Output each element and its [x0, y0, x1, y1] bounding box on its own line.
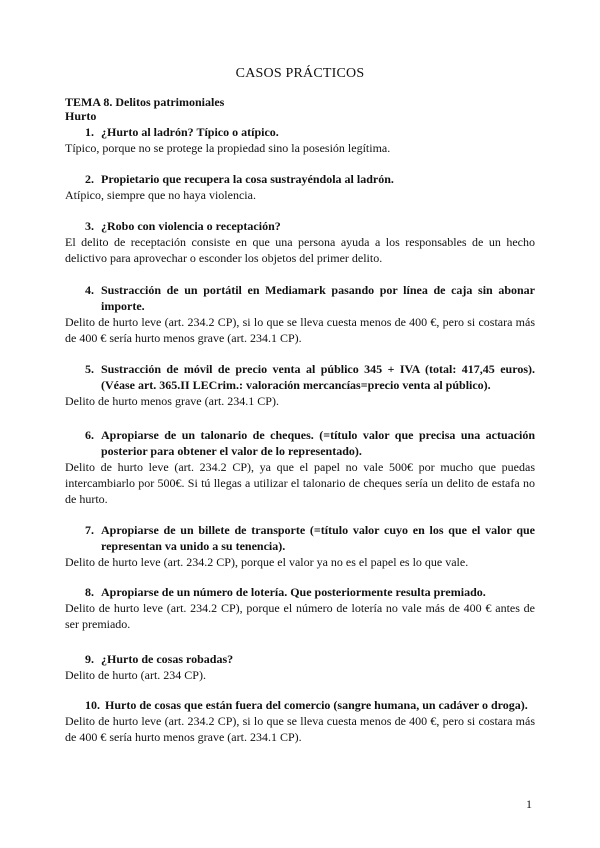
case-question-text: Apropiarse de un número de lotería. Que posteriormente resulta premiado.: [101, 585, 486, 599]
case-question: [85, 218, 535, 234]
case-number: 5.: [85, 362, 94, 376]
case-question: [85, 522, 535, 554]
case-number: 1.: [85, 125, 94, 139]
topic-heading: TEMA 8. Delitos patrimoniales: [65, 95, 225, 109]
case-question-text: Apropiarse de un billete de transporte (=título valor cuyo en los que el valor que representan va unido a su tenencia).: [101, 523, 535, 553]
case-answer: Delito de hurto leve (art. 234.2 CP), ya que el papel no vale 500€ por mucho que puedas intercambiarlo por 500€. Si tú llegas a utilizar el talonario de cheques sería un delito de estafa no de hurto.: [65, 460, 535, 506]
case-question: [85, 584, 535, 600]
case-answer: Delito de hurto leve (art. 234.2 CP), si lo que se lleva cuesta menos de 400 €, pero si costara más de 400 € sería hurto menos grave (art. 234.1 CP).: [65, 315, 535, 345]
case-question: [85, 282, 535, 314]
page-number: 1: [526, 797, 532, 811]
case-number: 9.: [85, 652, 94, 666]
case-question-text: ¿Robo con violencia o receptación?: [101, 219, 281, 233]
case-question-text: Sustracción de móvil de precio venta al público 345 + IVA (total: 417,45 euros). (Véase art. 365.II LECrim.: valoración mercancías=precio venta al público).: [101, 362, 535, 392]
case-number: 7.: [85, 523, 94, 537]
case-number: 6.: [85, 428, 94, 442]
case-question: [85, 697, 535, 713]
case-number: 2.: [85, 172, 94, 186]
case-answer: Delito de hurto (art. 234 CP).: [65, 668, 206, 682]
case-number: 10.: [85, 698, 100, 712]
case-number: 3.: [85, 219, 94, 233]
case-number: 8.: [85, 585, 94, 599]
case-answer: Típico, porque no se protege la propiedad sino la posesión legítima.: [65, 141, 391, 155]
case-question-text: ¿Hurto al ladrón? Típico o atípico.: [101, 125, 279, 139]
case-answer: Delito de hurto leve (art. 234.2 CP), porque el valor ya no es el papel es lo que vale.: [65, 555, 469, 569]
case-question-text: Hurto de cosas que están fuera del comercio (sangre humana, un cadáver o droga).: [105, 698, 528, 712]
case-question: [85, 427, 535, 459]
case-question: [85, 171, 535, 187]
case-answer: Delito de hurto leve (art. 234.2 CP), si lo que se lleva cuesta menos de 400 €, pero si costara más de 400 € sería hurto menos grave (art. 234.1 CP).: [65, 714, 535, 744]
case-question-text: Apropiarse de un talonario de cheques. (=título valor que precisa una actuación posterior para obtener el valor de lo representado).: [101, 428, 535, 458]
case-question-text: Propietario que recupera la cosa sustrayéndola al ladrón.: [101, 172, 394, 186]
document-title: CASOS PRÁCTICOS: [235, 66, 365, 81]
case-answer: El delito de receptación consiste en que una persona ayuda a los responsables de un hecho delictivo para aprovechar o esconder los objetos del primer delito.: [65, 235, 535, 265]
case-question: [85, 361, 535, 393]
case-question-text: Sustracción de un portátil en Mediamark pasando por línea de caja sin abonar importe.: [101, 283, 535, 313]
section-heading: Hurto: [65, 109, 97, 123]
case-answer: Delito de hurto leve (art. 234.2 CP), porque el número de lotería no vale más de 400 € antes de ser premiado.: [65, 601, 535, 631]
case-question: [85, 124, 535, 140]
case-answer: Delito de hurto menos grave (art. 234.1 CP).: [65, 394, 279, 408]
case-answer: Atípico, siempre que no haya violencia.: [65, 188, 256, 202]
case-number: 4.: [85, 283, 94, 297]
case-question-text: ¿Hurto de cosas robadas?: [101, 652, 234, 666]
case-question: [85, 651, 535, 667]
